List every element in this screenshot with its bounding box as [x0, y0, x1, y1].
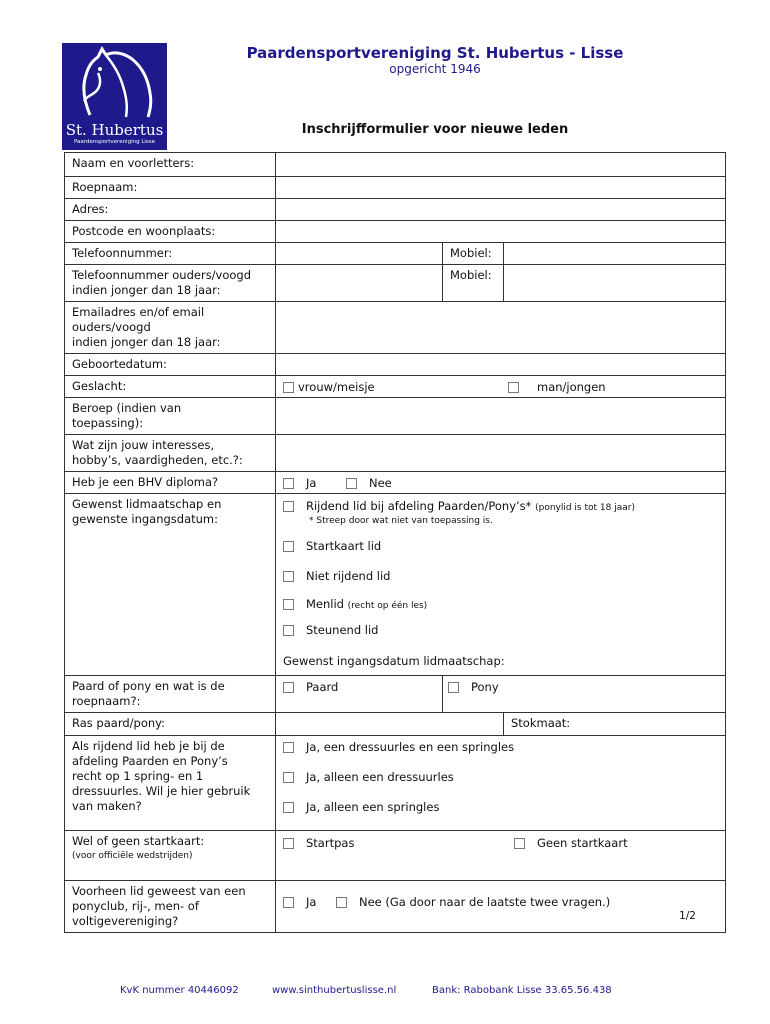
row-email [65, 302, 726, 354]
row-beroep [65, 398, 726, 435]
checkbox-les-3[interactable] [283, 802, 294, 813]
option-menlid[interactable]: Menlid (recht op één les) [283, 597, 427, 614]
row-voorheen [65, 881, 726, 933]
checkbox-menlid[interactable] [283, 599, 294, 610]
logo-subtitle: Paardensportvereniging Lisse [73, 139, 156, 145]
row-paard-pony [65, 676, 726, 713]
checkbox-steunend[interactable] [283, 625, 294, 636]
option-vrouw[interactable]: vrouw/meisje [283, 380, 375, 395]
label-stokmaat: Stokmaat: [504, 713, 726, 736]
club-logo [62, 43, 167, 150]
logo-title: St. Hubertus [65, 121, 164, 139]
option-startkaart-lid[interactable]: Startkaart lid [283, 539, 381, 554]
label-email-3: indien jonger dan 18 jaar: [72, 335, 221, 349]
label-roepnaam: Roepnaam: [65, 177, 276, 199]
option-les-dressuur[interactable]: Ja, alleen een dressuurles [283, 770, 454, 785]
label-geboortedatum: Geboortedatum: [65, 354, 276, 376]
label-telefoon: Telefoonnummer: [65, 243, 276, 265]
label-beroep-2: toepassing): [72, 416, 144, 430]
option-les-spring[interactable]: Ja, alleen een springles [283, 800, 439, 815]
mobiel-field[interactable] [504, 243, 726, 265]
row-interesses [65, 435, 726, 472]
option-bhv-nee[interactable]: Nee [346, 476, 392, 491]
label-mobiel: Mobiel: [443, 243, 504, 265]
row-postcode [65, 221, 726, 243]
label-naam: Naam en voorletters: [65, 153, 276, 177]
label-telefoon-ouders-2: indien jonger dan 18 jaar: [72, 283, 221, 297]
label-telefoon-ouders-1: Telefoonnummer ouders/voogd [72, 268, 252, 282]
row-bhv [65, 472, 726, 494]
label-lessen-5: van maken? [72, 799, 142, 813]
label-lessen-1: Als rijdend lid heb je bij de [72, 739, 225, 753]
naam-field[interactable] [276, 153, 726, 177]
label-adres: Adres: [65, 199, 276, 221]
label-voorheen-1: Voorheen lid geweest van een [72, 884, 246, 898]
label-ingangsdatum: Gewenst ingangsdatum lidmaatschap: [283, 654, 505, 668]
telefoon-ouders-field[interactable] [276, 265, 443, 302]
checkbox-voorheen-nee[interactable] [336, 897, 347, 908]
label-beroep-1: Beroep (indien van [72, 401, 182, 415]
checkbox-les-1[interactable] [283, 742, 294, 753]
geboortedatum-field[interactable] [276, 354, 726, 376]
checkbox-geen-startkaart[interactable] [514, 838, 525, 849]
option-voorheen-ja[interactable]: Ja [283, 895, 316, 910]
checkbox-rijdend-lid[interactable] [283, 501, 294, 512]
checkbox-bhv-ja[interactable] [283, 478, 294, 489]
form-title: Inschrijfformulier voor nieuwe leden [301, 122, 569, 137]
label-voorheen-2: ponyclub, rij-, men- of [72, 899, 199, 913]
checkbox-bhv-nee[interactable] [346, 478, 357, 489]
row-telefoon-ouders [65, 265, 726, 302]
option-niet-rijdend[interactable]: Niet rijdend lid [283, 569, 390, 584]
label-postcode: Postcode en woonplaats: [65, 221, 276, 243]
checkbox-voorheen-ja[interactable] [283, 897, 294, 908]
note-streep: * Streep door wat niet van toepassing is. [309, 516, 493, 526]
checkbox-niet-rijdend[interactable] [283, 571, 294, 582]
mobiel-ouders-field[interactable] [504, 265, 726, 302]
label-email-2: ouders/voogd [72, 320, 151, 334]
email-field[interactable] [276, 302, 726, 354]
label-ras: Ras paard/pony: [65, 713, 276, 736]
option-paard[interactable]: Paard [283, 680, 338, 695]
label-lidmaatschap-1: Gewenst lidmaatschap en [72, 497, 222, 511]
option-bhv-ja[interactable]: Ja [283, 476, 316, 491]
row-lessen [65, 736, 726, 831]
footer-kvk: KvK nummer 40446092 [120, 985, 239, 996]
row-adres [65, 199, 726, 221]
label-lessen-3: recht op 1 spring- en 1 [72, 769, 204, 783]
label-lidmaatschap-2: gewenste ingangsdatum: [72, 512, 219, 526]
footer-website[interactable]: www.sinthubertuslisse.nl [272, 985, 397, 996]
row-geslacht [65, 376, 726, 398]
telefoon-field[interactable] [276, 243, 443, 265]
label-voorheen-3: voltigevereniging? [72, 914, 179, 928]
checkbox-startpas[interactable] [283, 838, 294, 849]
checkbox-vrouw[interactable] [283, 382, 294, 393]
label-paard-pony-1: Paard of pony en wat is de [72, 679, 225, 693]
label-lessen-4: dressuurles. Wil je hier gebruik [72, 784, 251, 798]
option-rijdend-lid[interactable]: Rijdend lid bij afdeling Paarden/Pony’s* (ponylid is tot 18 jaar) [283, 499, 635, 516]
row-telefoon [65, 243, 726, 265]
label-geslacht: Geslacht: [65, 376, 276, 398]
label-startkaart-2: (voor officiële wedstrijden) [72, 851, 193, 861]
club-name: Paardensportvereniging St. Hubertus - Lisse [246, 44, 624, 62]
interesses-field[interactable] [276, 435, 726, 472]
option-les-dressuur-spring[interactable]: Ja, een dressuurles en een springles [283, 740, 514, 755]
footer-bank: Bank: Rabobank Lisse 33.65.56.438 [432, 985, 612, 996]
label-mobiel-2: Mobiel: [443, 265, 504, 302]
registration-form [64, 152, 726, 933]
row-roepnaam [65, 177, 726, 199]
option-startpas[interactable]: Startpas [283, 836, 354, 851]
option-pony[interactable]: Pony [448, 680, 499, 695]
row-startkaart [65, 831, 726, 881]
label-lessen-2: afdeling Paarden en Pony’s [72, 754, 228, 768]
roepnaam-field[interactable] [276, 177, 726, 199]
ras-field[interactable] [276, 713, 504, 736]
row-ras [65, 713, 726, 736]
label-startkaart-1: Wel of geen startkaart: [72, 834, 205, 848]
checkbox-startkaart-lid[interactable] [283, 541, 294, 552]
option-steunend[interactable]: Steunend lid [283, 623, 378, 638]
option-voorheen-nee[interactable]: Nee (Ga door naar de laatste twee vragen.) [336, 895, 610, 910]
row-lidmaatschap [65, 494, 726, 676]
label-email-1: Emailadres en/of email [72, 305, 205, 319]
label-bhv: Heb je een BHV diploma? [65, 472, 276, 494]
label-interesses-2: hobby’s, vaardigheden, etc.?: [72, 453, 243, 467]
beroep-field[interactable] [276, 398, 726, 435]
option-geen-startkaart[interactable]: Geen startkaart [514, 836, 628, 851]
horse-head-icon [62, 43, 167, 123]
option-man[interactable]: man/jongen [508, 380, 606, 395]
label-paard-pony-2: roepnaam?: [72, 694, 141, 708]
checkbox-les-2[interactable] [283, 772, 294, 783]
page-number: 1/2 [679, 910, 696, 922]
row-naam [65, 153, 726, 177]
adres-field[interactable] [276, 199, 726, 221]
row-geboortedatum [65, 354, 726, 376]
postcode-field[interactable] [276, 221, 726, 243]
founded-date: opgericht 1946 [389, 62, 481, 76]
checkbox-pony[interactable] [448, 682, 459, 693]
label-interesses-1: Wat zijn jouw interesses, [72, 438, 215, 452]
checkbox-man[interactable] [508, 382, 519, 393]
checkbox-paard[interactable] [283, 682, 294, 693]
